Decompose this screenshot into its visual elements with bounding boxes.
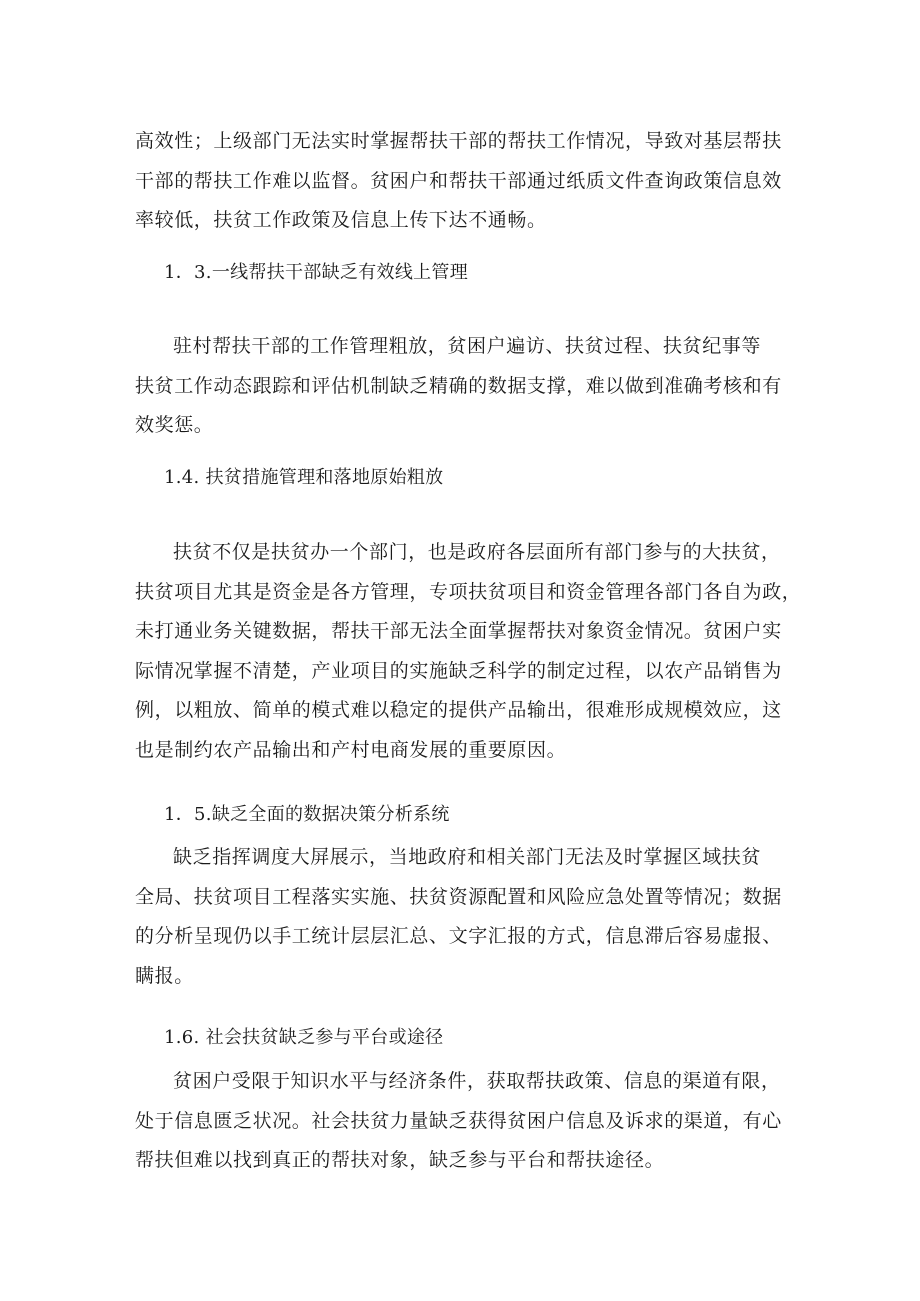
paragraph-line: 效奖惩。 (135, 414, 214, 436)
paragraph-line: 例，以粗放、简单的模式难以稳定的提供产品输出，很难形成规模效应，这 (135, 699, 782, 721)
paragraph-line: 处于信息匮乏状况。社会扶贫力量缺乏获得贫困户信息及诉求的渠道，有心 (135, 1109, 782, 1132)
paragraph-social-poverty-alleviation (135, 1062, 795, 1181)
paragraph-line: 际情况掌握不清楚，产业项目的实施缺乏科学的制定过程，以农产品销售为 (135, 659, 782, 682)
paragraph-line: 全局、扶贫项目工程落实实施、扶贫资源配置和风险应急处置等情况；数据 (135, 885, 782, 908)
section-heading-1-4: 1.4. 扶贫措施管理和落地原始粗放 (164, 467, 444, 488)
paragraph-line: 缺乏指挥调度大屏展示，当地政府和相关部门无法及时掌握区域扶贫 (173, 846, 762, 868)
paragraph-line: 瞒报。 (135, 964, 194, 987)
paragraph-line: 干部的帮扶工作难以监督。贫困户和帮扶干部通过纸质文件查询政策信息效 (135, 169, 782, 192)
paragraph-line: 率较低，扶贫工作政策及信息上传下达不通畅。 (135, 209, 547, 231)
paragraph-line: 扶贫项目尤其是资金是各方管理，专项扶贫项目和资金管理各部门各自为政， (135, 580, 802, 603)
section-heading-1-6: 1.6. 社会扶贫缺乏参与平台或途径 (164, 1027, 444, 1048)
paragraph-cadre-management (135, 327, 795, 446)
paragraph-line: 帮扶但难以找到真正的帮扶对象，缺乏参与平台和帮扶途径。 (135, 1149, 665, 1171)
paragraph-efficiency (135, 122, 795, 241)
paragraph-line: 驻村帮扶干部的工作管理粗放，贫困户遍访、扶贫过程、扶贫纪事等 (173, 335, 762, 357)
paragraph-line: 高效性；上级部门无法实时掌握帮扶干部的帮扶工作情况，导致对基层帮扶 (135, 130, 782, 152)
paragraph-line: 未打通业务关键数据，帮扶干部无法全面掌握帮扶对象资金情况。贫困户实 (135, 620, 782, 642)
paragraph-measures (135, 533, 802, 770)
paragraph-decision-analysis (135, 838, 795, 996)
section-heading-1-3: 1．3.一线帮扶干部缺乏有效线上管理 (164, 262, 469, 283)
paragraph-line: 贫困户受限于知识水平与经济条件，获取帮扶政策、信息的渠道有限， (173, 1070, 781, 1092)
paragraph-line: 扶贫不仅是扶贫办一个部门，也是政府各层面所有部门参与的大扶贫， (173, 541, 781, 563)
paragraph-line: 扶贫工作动态跟踪和评估机制缺乏精确的数据支撑，难以做到准确考核和有 (135, 374, 782, 397)
paragraph-line: 的分析呈现仍以手工统计层层汇总、文字汇报的方式，信息滞后容易虚报、 (135, 925, 782, 947)
paragraph-line: 也是制约农产品输出和产村电商发展的重要原因。 (135, 738, 567, 761)
section-heading-1-5: 1．5.缺乏全面的数据决策分析系统 (164, 804, 450, 825)
